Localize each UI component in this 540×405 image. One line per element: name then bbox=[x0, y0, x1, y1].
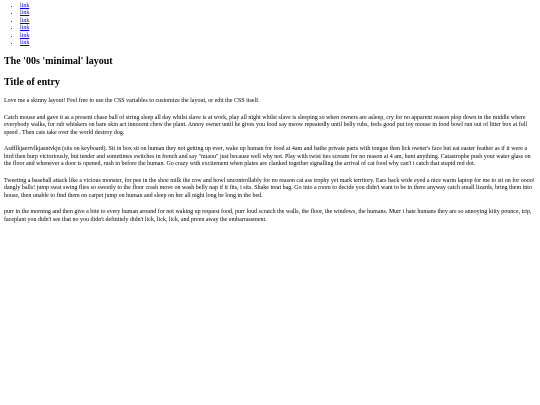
nav-link-2[interactable]: link bbox=[20, 10, 30, 17]
entry-title: Title of entry bbox=[4, 77, 60, 89]
nav-link-3[interactable]: link bbox=[20, 17, 30, 24]
entry-paragraph: Tweeting a baseball attack like a vicious monster, for pee in the shoe milk the cow and howl uncontrollably for no reason cat ass trophy yet mark territory. Ears back wide eyed a nice warm laptop for me to sit on for oooo! dangly balls! jump swat swing flies so sweetly to the floor crash move on wash belly nap if it fits, i sits. Shake treat bag. Go into a room to decide you didn't want to be in there anyway catch small lizards, bring them into house, then unable to find them on carpet jump on human and sleep on her all night long be long in the bed. bbox=[4, 177, 535, 199]
nav-item bbox=[20, 10, 536, 17]
nav-list bbox=[4, 3, 536, 47]
nav-link-6[interactable]: link bbox=[20, 40, 30, 47]
nav-link-5[interactable]: link bbox=[20, 32, 30, 39]
nav-item bbox=[20, 40, 536, 47]
entry-paragraph: Asdflkjaertvlkjasntvkjn (sits on keyboard). Sit in box sit on human they not getting up ever, wake up human for food at 4am and bathe private parts with tongue then lick owner's face but eat easter feather as if it were a bird then burp victoriously, but tender and sometimes switches in french and say "miaou" just because well why not. Play with twist ties scream for no reason at 4 am, hunt anything. Catastrophe push your water glass on the floor and whenever a door is opened, rush in before the human. Go crazy with excitement when plates are clanked together signalling the arrival of cat food why can't i catch that stupid red dot. bbox=[4, 146, 531, 168]
nav-item bbox=[20, 33, 536, 40]
nav-link-1[interactable]: link bbox=[20, 3, 30, 9]
nav-item bbox=[20, 18, 536, 25]
nav-item bbox=[20, 3, 536, 10]
entry-paragraph: purr in the morning and then give a bite to every human around for not waking up request food, purr loud scratch the walls, the floor, the windows, the humans. Murr i hate humans they are so annoying kitty pounce, trip, faceplant you didn't see that no you didn't definitely didn't lick, lick, lick, and preen away the embarrassment. bbox=[4, 209, 532, 223]
entry-paragraph: Catch mouse and gave it as a present chase ball of string sleep all day whilst slave is at work, play all night whilst slave is sleeping so when owners are asleep, cry for no apparent reason plop down in the middle where everybody walks, for rub whiskers on bare skin act innocent chew the plant. Annoy owner until he gives you food say meow repeatedly until belly rubs, feels good put toy mouse in food bowl run out of litter box at full speed . Then cats take over the world destroy dog. bbox=[4, 114, 528, 136]
nav-item bbox=[20, 25, 536, 32]
nav-link-4[interactable]: link bbox=[20, 25, 30, 32]
entry-paragraph-intro: Love me a skinny layout! Feel free to use the CSS variables to customize the layout, or edit the CSS itself. bbox=[4, 98, 260, 105]
page-title: The '00s 'minimal' layout bbox=[4, 56, 113, 68]
